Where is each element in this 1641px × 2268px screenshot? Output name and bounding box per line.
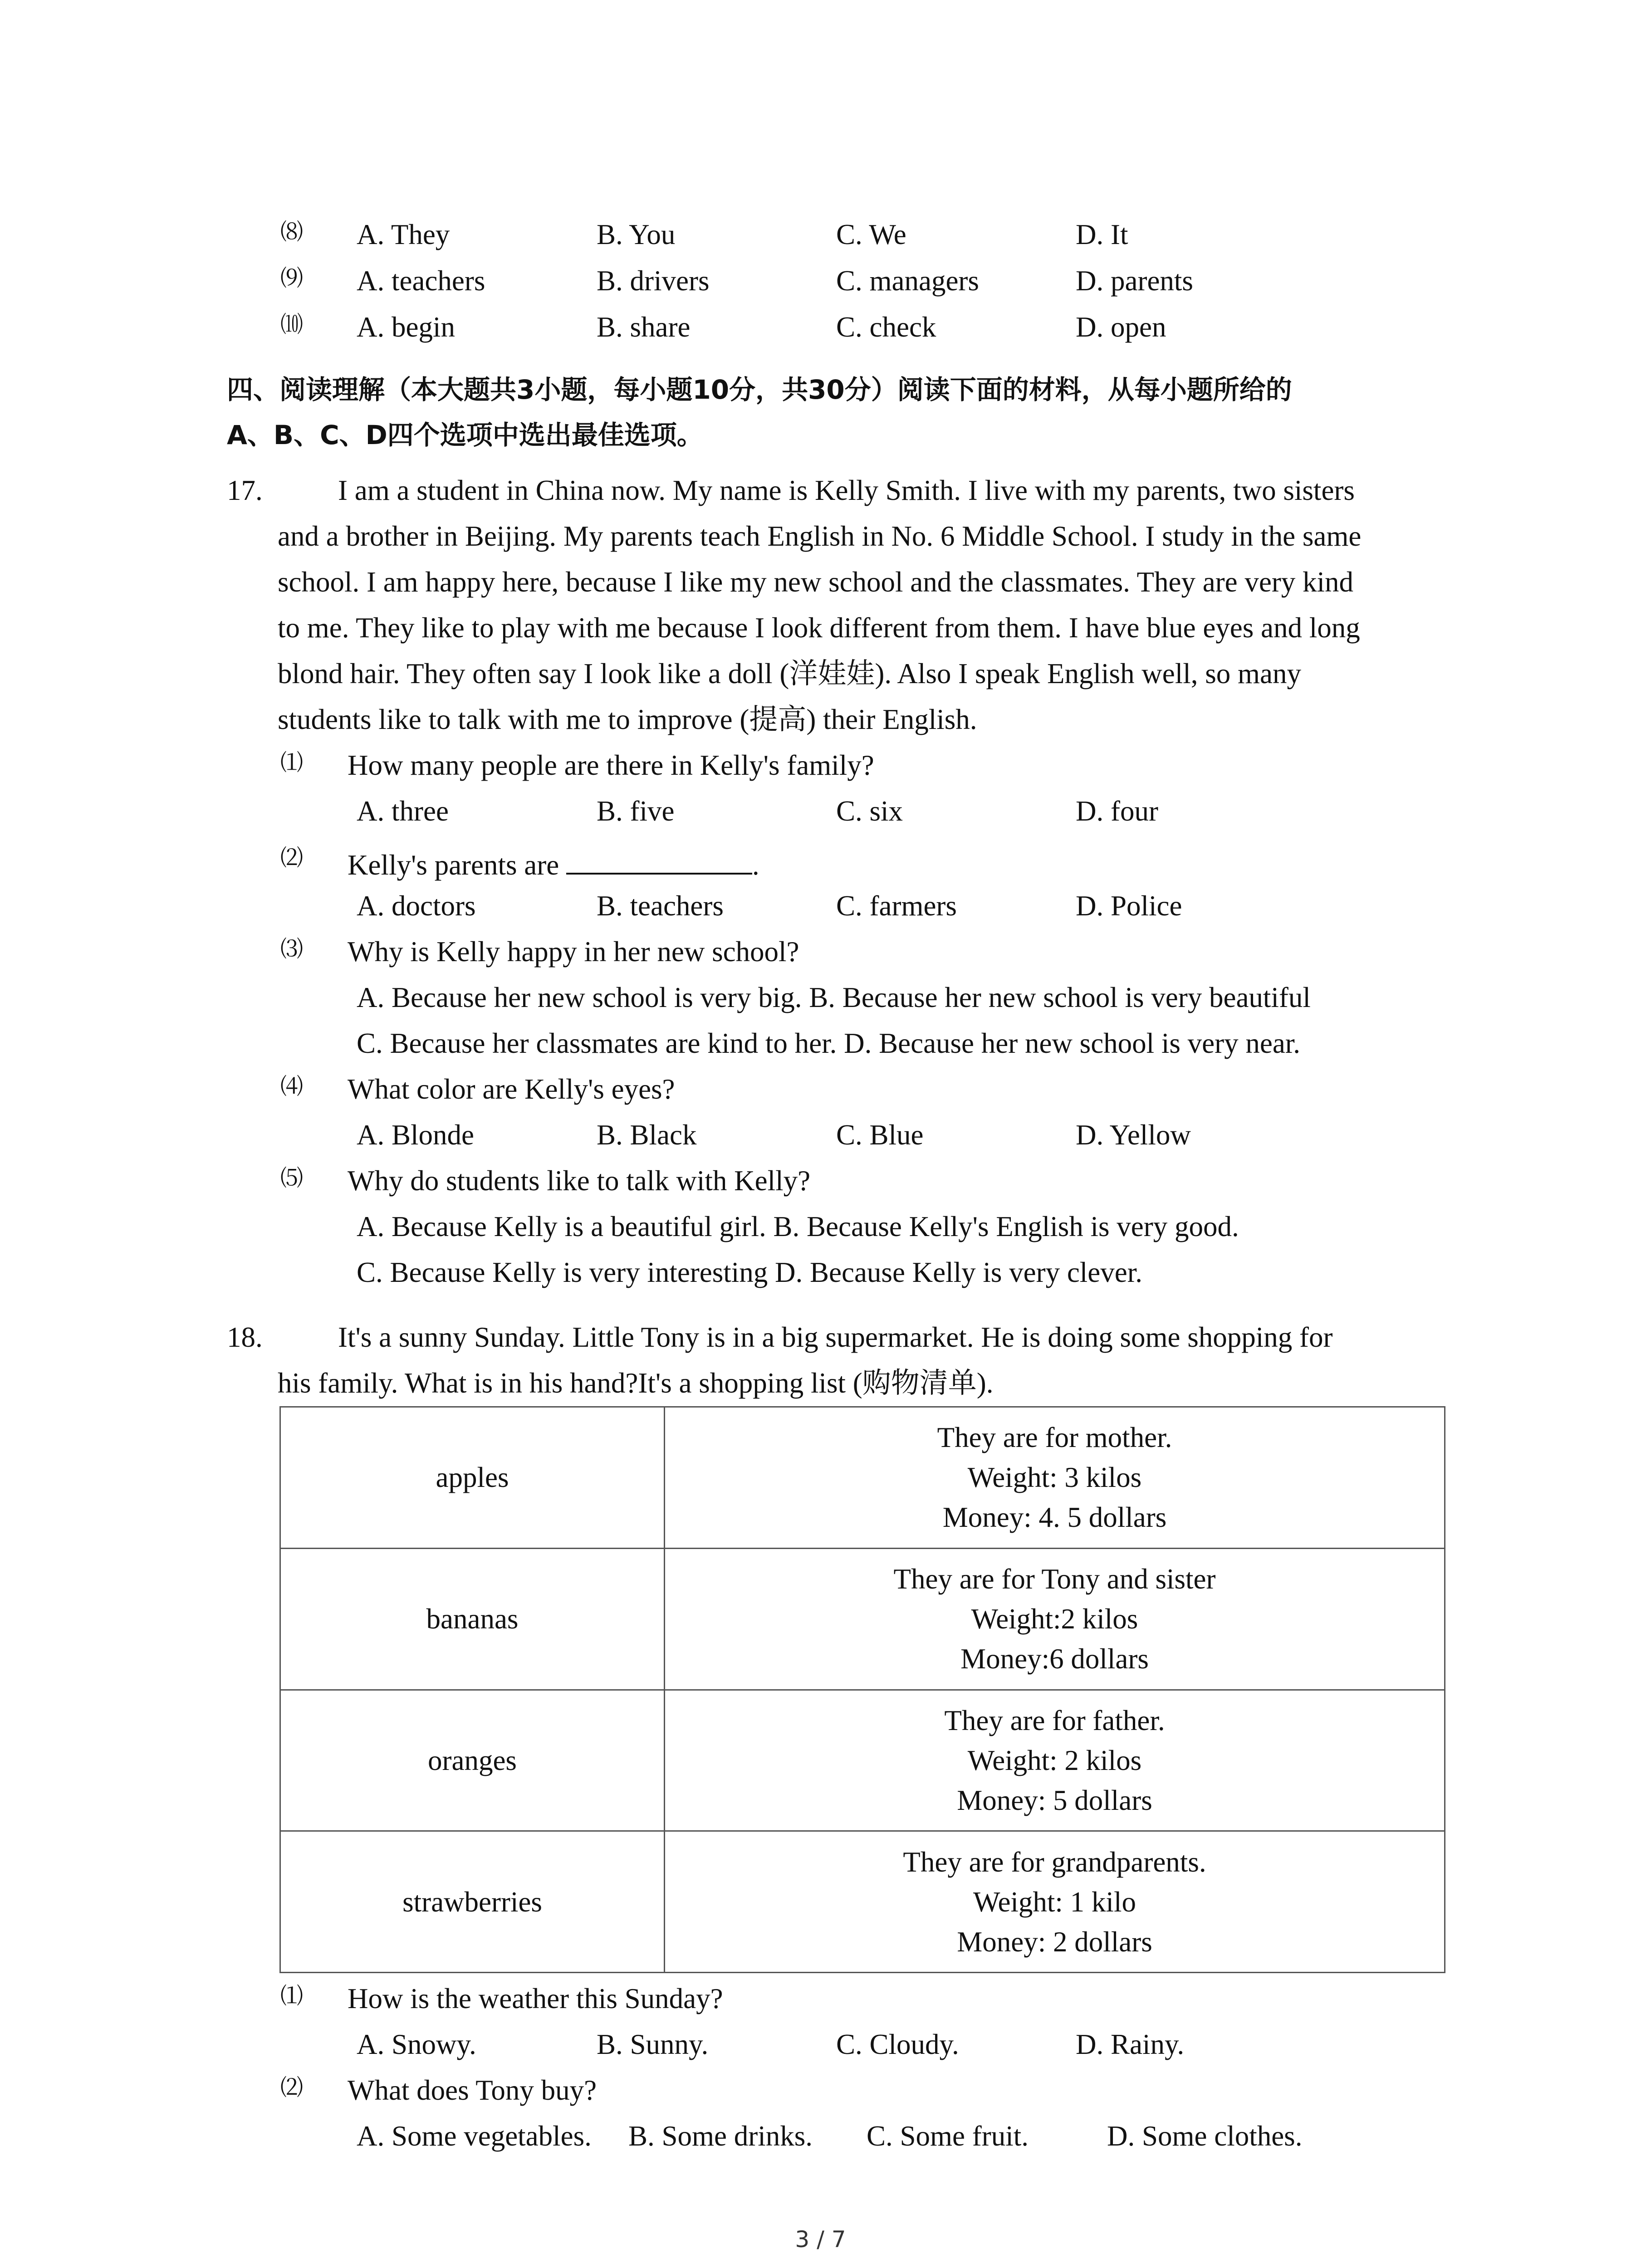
item-details [665,1548,1445,1690]
passage-17-line: I am a student in China now. My name is Kelly Smith. I live with my parents, two sisters [338,474,1355,506]
detail-line: Money: 4. 5 dollars [942,1501,1167,1534]
question-number: ⑻ [280,219,303,245]
question-number: ⑵ [280,2074,303,2101]
option-d: D. four [1076,795,1158,827]
detail-line: Money: 2 dollars [957,1926,1152,1958]
question-text: Kelly's parents are [348,849,559,881]
option-d: D. Police [1076,890,1182,922]
question-text: Why is Kelly happy in her new school? [348,936,799,968]
passage-17-line: and a brother in Beijing. My parents teach English in No. 6 Middle School. I study in the same [278,520,1362,552]
passage-17-line: blond hair. They often say I look like a doll (洋娃娃). Also I speak English well, so many [278,658,1302,689]
item-name: apples [280,1407,665,1549]
page-number: 3 / 7 [795,2226,846,2253]
detail-line: They are for grandparents. [903,1846,1206,1878]
detail-line: Weight: 1 kilo [973,1886,1136,1918]
passage-17-line: students like to talk with me to improve (提高) their English. [278,704,977,735]
option-c: C. managers [836,265,979,297]
question-number: ⑴ [280,749,303,776]
question-number: ⑵ [280,845,303,871]
detail-line: Weight: 2 kilos [967,1744,1142,1776]
detail-line: Money:6 dollars [960,1643,1149,1675]
passage-18-line: It's a sunny Sunday. Little Tony is in a big supermarket. He is doing some shopping for [338,1321,1333,1353]
table-row [280,1831,1445,1973]
question-text: How many people are there in Kelly's family? [348,749,874,781]
option-line: C. Because her classmates are kind to her. D. Because her new school is very near. [357,1027,1301,1059]
question-number: ⑽ [280,311,303,337]
option-b: B. share [597,311,691,343]
question-text: What does Tony buy? [348,2074,597,2106]
option-b: B. Black [597,1119,697,1151]
option-b: B. You [597,219,676,250]
detail-line: They are for Tony and sister [893,1563,1216,1595]
option-c: C. Blue [836,1119,924,1151]
passage-17-line: school. I am happy here, because I like my new school and the classmates. They are very kind [278,566,1354,598]
option-d: D. parents [1076,265,1193,297]
question-text: Why do students like to talk with Kelly? [348,1165,811,1197]
question-text: How is the weather this Sunday? [348,1983,723,2014]
item-name: bananas [280,1548,665,1690]
option-d: D. open [1076,311,1166,343]
question-number: ⑼ [280,265,303,291]
item-name: strawberries [280,1831,665,1973]
question-number: ⑶ [280,936,303,962]
section-heading-line-1: 四、阅读理解（本大题共3小题，每小题10分，共30分）阅读下面的材料，从每小题所给的 [227,374,1292,405]
option-b: B. drivers [597,265,710,297]
option-d: D. Rainy. [1076,2028,1185,2060]
option-a: A. teachers [357,265,485,297]
option-line: C. Because Kelly is very interesting D. Because Kelly is very clever. [357,1256,1142,1288]
detail-line: They are for mother. [937,1422,1172,1454]
item-details [665,1831,1445,1973]
detail-line: Weight: 3 kilos [967,1461,1142,1494]
option-c: C. We [836,219,906,250]
option-c: C. farmers [836,890,957,922]
option-c: C. check [836,311,936,343]
question-number: ⑸ [280,1165,303,1191]
option-a: A. Snowy. [357,2028,476,2060]
detail-line: Weight:2 kilos [971,1603,1138,1635]
option-a: A. Blonde [357,1119,474,1151]
item-name: oranges [280,1690,665,1831]
question-text: What color are Kelly's eyes? [348,1073,675,1105]
option-b: B. teachers [597,890,724,922]
item-details [665,1407,1445,1549]
shopping-list-table [279,1406,1445,1973]
question-18-number: 18. [227,1321,263,1353]
option-d: D. It [1076,219,1128,250]
option-a: A. three [357,795,449,827]
section-heading-line-2: A、B、C、D四个选项中选出最佳选项。 [227,420,703,450]
option-b: B. Sunny. [597,2028,709,2060]
question-tail: . [752,849,759,881]
option-a: A. doctors [357,890,476,922]
option-c: C. Cloudy. [836,2028,959,2060]
option-line: A. Because her new school is very big. B. Because her new school is very beautiful [357,982,1311,1013]
option-d: D. Yellow [1076,1119,1191,1151]
table-row [280,1407,1445,1549]
question-number: ⑴ [280,1983,303,2009]
table-row [280,1690,1445,1831]
option-a: A. begin [357,311,455,343]
question-number: ⑷ [280,1073,303,1100]
item-details [665,1690,1445,1831]
passage-17-line: to me. They like to play with me because I look different from them. I have blue eyes and long [278,612,1360,644]
answer-blank [566,846,752,875]
option-b: B. Some drinks. [628,2120,813,2152]
option-d: D. Some clothes. [1107,2120,1303,2152]
passage-18-line: his family. What is in his hand?It's a shopping list (购物清单). [278,1367,994,1399]
question-text-with-blank [348,846,759,880]
detail-line: They are for father. [944,1704,1165,1736]
question-17-number: 17. [227,474,263,506]
option-line: A. Because Kelly is a beautiful girl. B. Because Kelly's English is very good. [357,1211,1239,1242]
option-c: C. six [836,795,903,827]
detail-line: Money: 5 dollars [957,1784,1152,1816]
option-c: C. Some fruit. [867,2120,1029,2152]
option-b: B. five [597,795,675,827]
option-a: A. They [357,219,450,250]
table-row [280,1548,1445,1690]
option-a: A. Some vegetables. [357,2120,592,2152]
